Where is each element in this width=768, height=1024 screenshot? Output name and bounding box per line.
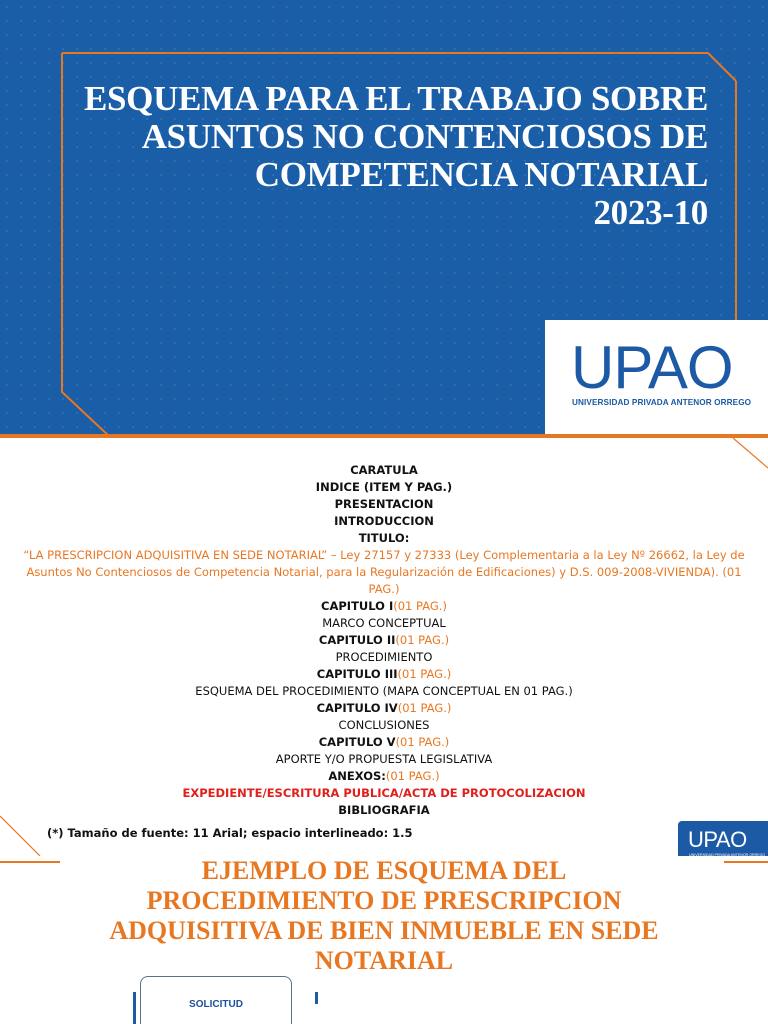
outline-list bbox=[10, 462, 758, 819]
connector-line bbox=[315, 992, 318, 1004]
chapter-label: CAPITULO IV bbox=[316, 701, 398, 715]
item-anexos bbox=[10, 768, 758, 785]
item-capitulo-3 bbox=[10, 666, 758, 683]
page-count: (01 PAG.) bbox=[397, 667, 452, 681]
item-capitulo-4 bbox=[10, 700, 758, 717]
solicitud-box bbox=[140, 976, 292, 1024]
format-note: (*) Tamaño de fuente: 11 Arial; espacio interlineado: 1.5 bbox=[47, 826, 413, 840]
chapter-label: CAPITULO III bbox=[316, 667, 398, 681]
anexos-label: ANEXOS: bbox=[328, 769, 386, 783]
item-capitulo-1 bbox=[10, 598, 758, 615]
slide-title bbox=[40, 80, 708, 232]
solicitud-label: SOLICITUD bbox=[189, 999, 243, 1010]
item-presentacion: PRESENTACION bbox=[334, 497, 434, 511]
chapter-label: CAPITULO I bbox=[321, 599, 394, 613]
title-line: EJEMPLO DE ESQUEMA DEL bbox=[201, 856, 567, 885]
outline-slide bbox=[0, 438, 768, 856]
item-expediente: EXPEDIENTE/ESCRITURA PUBLICA/ACTA DE PROTOCOLIZACION bbox=[182, 786, 586, 800]
upao-logo-small bbox=[678, 821, 768, 856]
item-introduccion: INTRODUCCION bbox=[334, 514, 434, 528]
title-line: COMPETENCIA NOTARIAL bbox=[254, 155, 708, 194]
logo-subtitle: UNIVERSIDAD PRIVADA ANTENOR ORREGO bbox=[572, 398, 752, 407]
item-marco-conceptual: MARCO CONCEPTUAL bbox=[322, 616, 446, 630]
chapter-label: CAPITULO V bbox=[318, 735, 396, 749]
chapter-label: CAPITULO II bbox=[318, 633, 396, 647]
item-capitulo-2 bbox=[10, 632, 758, 649]
item-bibliografia: BIBLIOGRAFIA bbox=[338, 803, 430, 817]
logo-wordmark: UPAO bbox=[688, 827, 747, 852]
slide-title bbox=[24, 856, 744, 976]
item-esquema: ESQUEMA DEL PROCEDIMIENTO (MAPA CONCEPTUAL EN 01 PAG.) bbox=[195, 684, 573, 698]
item-conclusiones: CONCLUSIONES bbox=[338, 718, 430, 732]
page-count: (01 PAG.) bbox=[385, 769, 440, 783]
upao-logo bbox=[545, 320, 768, 434]
title-line: NOTARIAL bbox=[314, 946, 454, 975]
logo-wordmark: UPAO bbox=[571, 334, 733, 401]
item-indice: INDICE (ITEM Y PAG.) bbox=[315, 480, 453, 494]
title-slide bbox=[0, 0, 768, 437]
title-line: 2023-10 bbox=[593, 193, 708, 232]
page-count: (01 PAG.) bbox=[393, 599, 447, 613]
title-line: PROCEDIMIENTO DE PRESCRIPCION bbox=[146, 886, 622, 915]
item-procedimiento: PROCEDIMIENTO bbox=[335, 650, 433, 664]
logo-subtitle: UNIVERSIDAD PRIVADA ANTENOR ORREGO bbox=[689, 853, 766, 856]
connector-line bbox=[133, 992, 136, 1024]
page-count: (01 PAG.) bbox=[395, 735, 450, 749]
item-caratula: CARATULA bbox=[350, 463, 418, 477]
item-titulo-label: TITULO: bbox=[358, 531, 410, 545]
page-count: (01 PAG.) bbox=[397, 701, 452, 715]
title-line: ADQUISITIVA DE BIEN INMUEBLE EN SEDE bbox=[109, 916, 659, 945]
example-slide bbox=[0, 856, 768, 1024]
title-line: ASUNTOS NO CONTENCIOSOS DE bbox=[141, 117, 708, 156]
page-count: (01 PAG.) bbox=[395, 633, 450, 647]
item-aporte: APORTE Y/O PROPUESTA LEGISLATIVA bbox=[275, 752, 493, 766]
item-capitulo-5 bbox=[10, 734, 758, 751]
title-line: ESQUEMA PARA EL TRABAJO SOBRE bbox=[83, 79, 708, 118]
item-titulo-text: “LA PRESCRIPCION ADQUISITIVA EN SEDE NOTARIAL” – Ley 27157 y 27333 (Ley Complementaria a la Ley Nº 26662, la Ley de Asuntos No Contenciosos de Competencia Notarial, para la Regularización de Edificaciones) y D.S. 009-2008-VIVIENDA). (01 PAG.) bbox=[23, 548, 745, 596]
